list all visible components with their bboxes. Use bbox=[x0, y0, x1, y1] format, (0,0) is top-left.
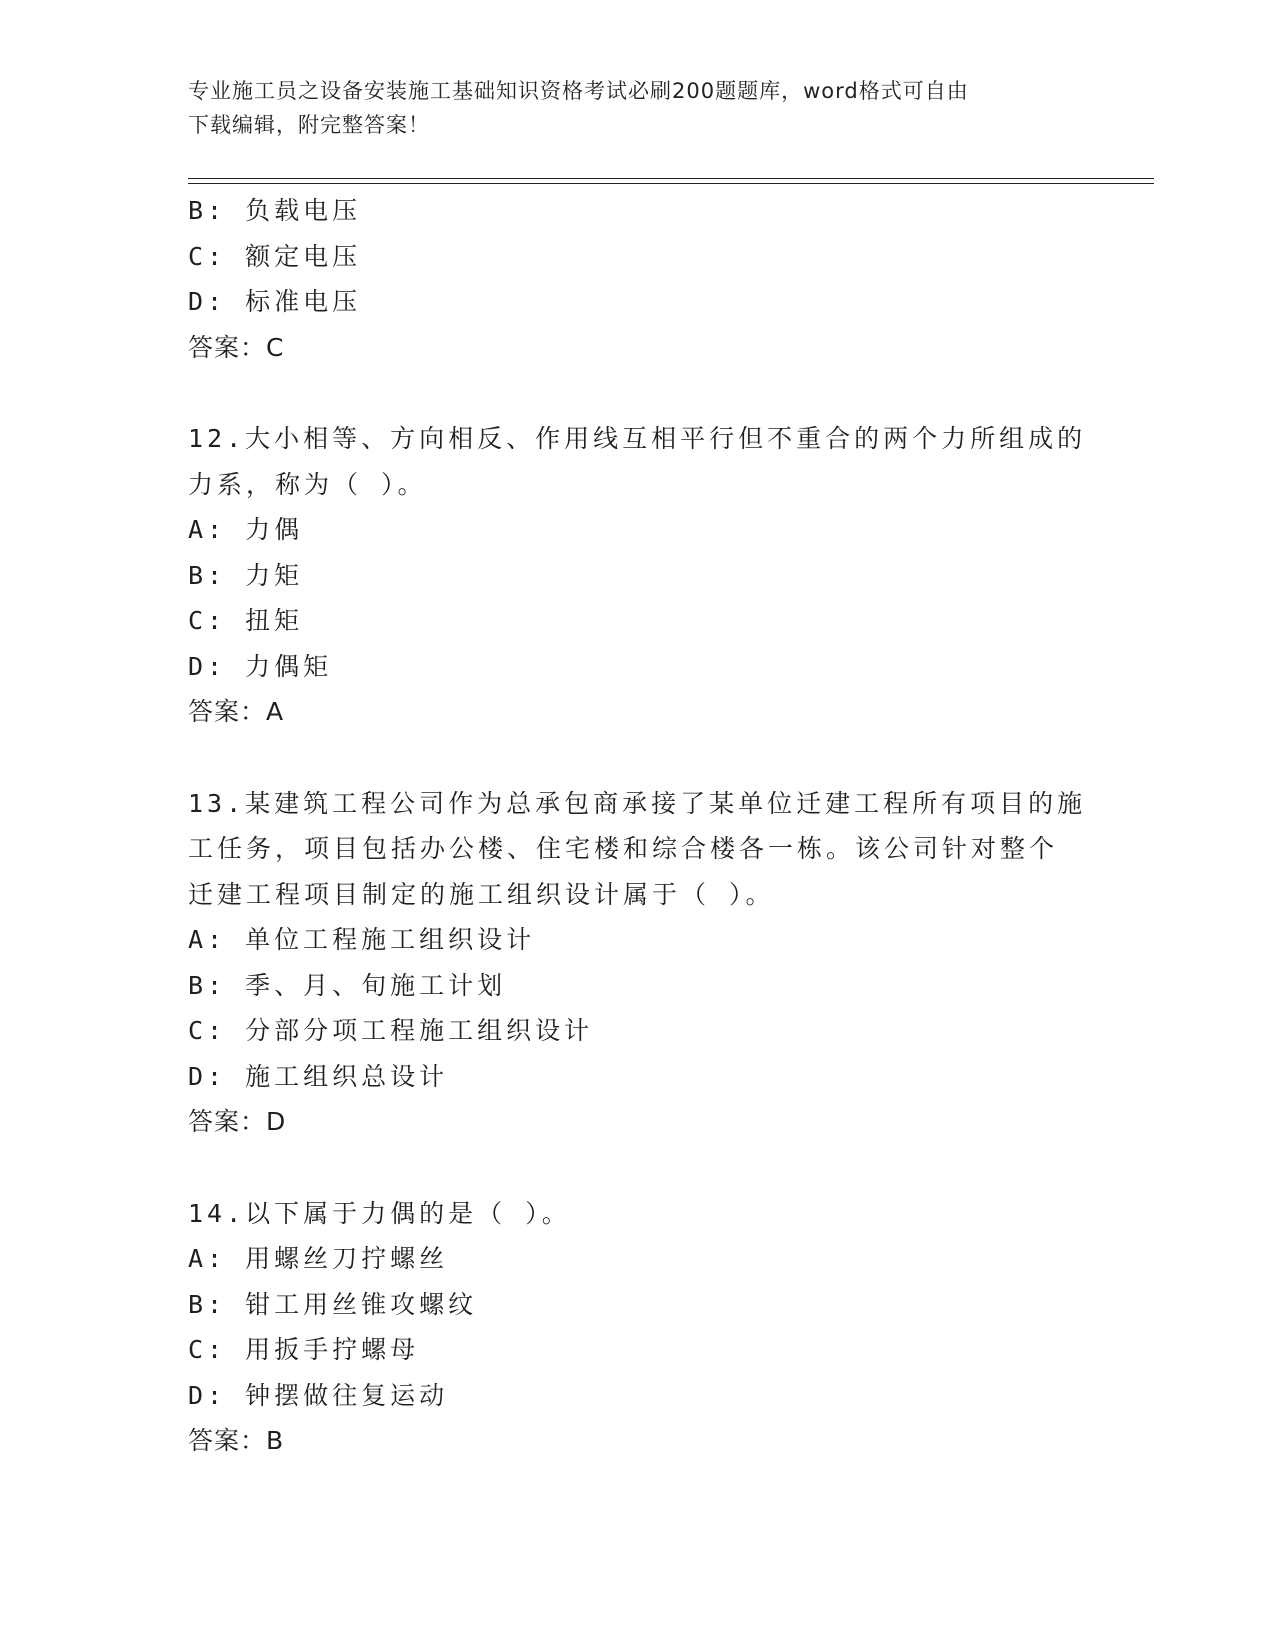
option-b: B: 力矩 bbox=[188, 560, 304, 590]
option-b: B: 季、月、旬施工计划 bbox=[188, 970, 507, 1000]
question-stem-line: 14.以下属于力偶的是（ ）。 bbox=[188, 1198, 571, 1228]
option-a: A: 单位工程施工组织设计 bbox=[188, 925, 536, 954]
header-divider-top bbox=[188, 178, 1154, 179]
question-12 bbox=[188, 416, 1088, 735]
option-c: C: 分部分项工程施工组织设计 bbox=[188, 1016, 594, 1045]
option-d: D: 钟摆做往复运动 bbox=[188, 1380, 449, 1410]
question-spacer bbox=[188, 735, 1088, 781]
question-stem-line: 13.某建筑工程公司作为总承包商承接了某单位迁建工程所有项目的施 bbox=[188, 788, 1087, 818]
question-stem-line: 力系，称为（ ）。 bbox=[188, 469, 427, 499]
option-a: A: 用螺丝刀拧螺丝 bbox=[188, 1244, 449, 1273]
option-b: B: 钳工用丝锥攻螺纹 bbox=[188, 1289, 478, 1319]
question-spacer bbox=[188, 370, 1088, 416]
question-list bbox=[188, 188, 1088, 1464]
option-b: B: 负载电压 bbox=[188, 196, 362, 225]
question-stem-line: 工任务，项目包括办公楼、住宅楼和综合楼各一栋。该公司针对整个 bbox=[188, 834, 1059, 863]
option-c: C: 额定电压 bbox=[188, 241, 362, 271]
document-header bbox=[188, 74, 1088, 142]
option-d: D: 力偶矩 bbox=[188, 651, 333, 681]
header-divider-bottom bbox=[188, 183, 1154, 184]
question-13 bbox=[188, 781, 1088, 1145]
question-11-tail bbox=[188, 188, 1088, 370]
header-title-line-1: 专业施工员之设备安装施工基础知识资格考试必刷200题题库，word格式可自由 bbox=[188, 79, 969, 103]
question-spacer bbox=[188, 1145, 1088, 1191]
option-d: D: 标准电压 bbox=[188, 287, 362, 316]
question-stem-line: 迁建工程项目制定的施工组织设计属于（ ）。 bbox=[188, 879, 775, 909]
answer-line: 答案：C bbox=[188, 332, 285, 362]
option-a: A: 力偶 bbox=[188, 515, 304, 544]
option-c: C: 扭矩 bbox=[188, 606, 304, 635]
option-c: C: 用扳手拧螺母 bbox=[188, 1335, 420, 1364]
answer-line: 答案：A bbox=[188, 697, 285, 726]
question-14 bbox=[188, 1191, 1088, 1464]
answer-line: 答案：B bbox=[188, 1426, 285, 1455]
option-d: D: 施工组织总设计 bbox=[188, 1061, 449, 1091]
header-title-line-2: 下载编辑，附完整答案！ bbox=[188, 113, 430, 137]
answer-line: 答案：D bbox=[188, 1107, 287, 1136]
question-stem-line: 12.大小相等、方向相反、作用线互相平行但不重合的两个力所组成的 bbox=[188, 424, 1087, 453]
